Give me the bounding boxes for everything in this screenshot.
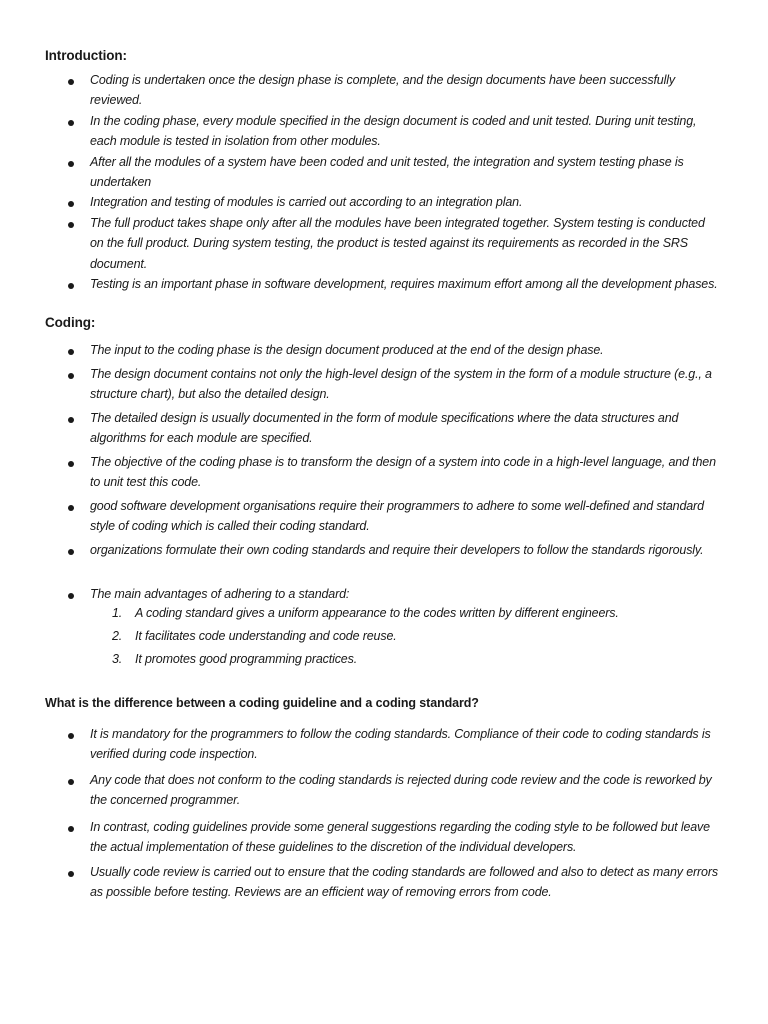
bullet-icon	[68, 201, 74, 207]
bullet-icon	[68, 283, 74, 289]
list-item-text: The main advantages of adhering to a standard:	[90, 587, 350, 601]
list-item-text: In the coding phase, every module specified in the design document is coded and unit tested. During unit testing, each module is tested in isolation from other modules.	[90, 114, 697, 149]
list-item-text: Any code that does not conform to the coding standards is rejected during code review and the code is reworked by the concerned programmer.	[90, 773, 712, 808]
list-item-text: good software development organisations require their programmers to adhere to some well-defined and standard style of coding which is called their coding standard.	[90, 499, 704, 534]
item-number: 3.	[112, 652, 123, 666]
bullet-icon	[68, 120, 74, 126]
list-item-text: The detailed design is usually documented in the form of module specifications where the data structures and algorithms for each module are specified.	[90, 411, 679, 446]
bullet-icon	[68, 593, 74, 599]
bullet-icon	[68, 549, 74, 555]
numbered-item-text: It promotes good programming practices.	[135, 652, 358, 666]
bullet-icon	[68, 505, 74, 511]
bullet-icon	[68, 779, 74, 785]
bullet-icon	[68, 461, 74, 467]
bullet-icon	[68, 222, 74, 228]
numbered-item-text: A coding standard gives a uniform appearance to the codes written by different engineers.	[135, 606, 619, 620]
bullet-icon	[68, 349, 74, 355]
bullet-icon	[68, 826, 74, 832]
bullet-icon	[68, 373, 74, 379]
list-item-text: It is mandatory for the programmers to follow the coding standards. Compliance of their code to coding standards is verified during code inspection.	[90, 727, 711, 762]
list-item-text: The input to the coding phase is the design document produced at the end of the design phase.	[90, 343, 604, 357]
bullet-icon	[68, 79, 74, 85]
item-number: 2.	[112, 629, 123, 643]
list-item-text: In contrast, coding guidelines provide some general suggestions regarding the coding style to be followed but leave the actual implementation of these guidelines to the discretion of the individual developers.	[90, 820, 710, 855]
bullet-icon	[68, 733, 74, 739]
list-item-text: Coding is undertaken once the design phase is complete, and the design documents have been successfully reviewed.	[90, 73, 675, 108]
difference-heading: What is the difference between a coding guideline and a coding standard?	[45, 696, 479, 710]
coding-heading: Coding:	[45, 315, 96, 330]
numbered-item	[112, 626, 712, 646]
introduction-heading: Introduction:	[45, 48, 127, 63]
list-item-text: The objective of the coding phase is to transform the design of a system into code in a high-level language, and then to unit test this code.	[90, 455, 716, 490]
list-item-text: Testing is an important phase in software development, requires maximum effort among all the development phases.	[90, 277, 718, 291]
list-item-text: The full product takes shape only after all the modules have been integrated together. System testing is conducted on the full product. During system testing, the product is tested against its requirements as recorded in the SRS document.	[90, 216, 705, 271]
list-item-text: The design document contains not only the high-level design of the system in the form of a module structure (e.g., a structure chart), but also the detailed design.	[90, 367, 712, 402]
numbered-item	[112, 603, 712, 623]
numbered-item	[112, 649, 712, 669]
bullet-icon	[68, 871, 74, 877]
list-item-text: organizations formulate their own coding standards and require their developers to follow the standards rigorously.	[90, 543, 704, 557]
bullet-icon	[68, 417, 74, 423]
bullet-icon	[68, 161, 74, 167]
list-item-text: Usually code review is carried out to ensure that the coding standards are followed and also to detect as many errors as possible before testing. Reviews are an efficient way of removing errors from code.	[90, 865, 718, 900]
item-number: 1.	[112, 606, 123, 620]
list-item-text: After all the modules of a system have been coded and unit tested, the integration and system testing phase is undertaken	[90, 155, 684, 190]
list-item-text: Integration and testing of modules is carried out according to an integration plan.	[90, 195, 523, 209]
numbered-item-text: It facilitates code understanding and code reuse.	[135, 629, 397, 643]
